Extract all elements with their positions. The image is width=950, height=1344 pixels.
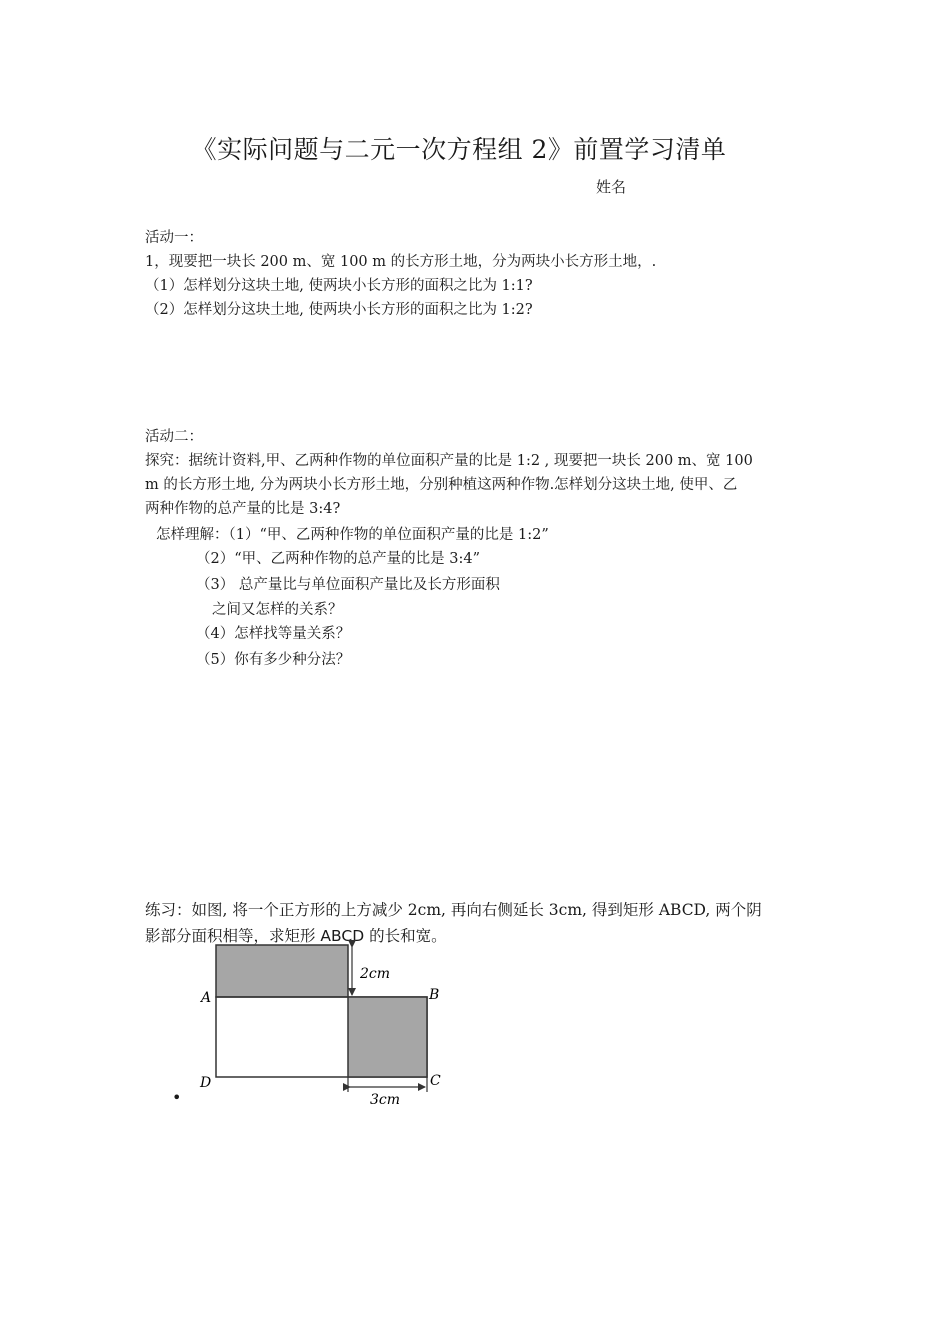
activity1-question-2: （2）怎样划分这块土地, 使两块小长方形的面积之比为 1:2? xyxy=(145,302,533,318)
activity2-heading: 活动二： xyxy=(145,429,203,445)
dim-label-bottom: 3cm xyxy=(370,1092,401,1108)
activity2-point-3b: 之间又怎样的关系？ xyxy=(212,602,343,618)
activity1-problem: 1，现要把一块长 200 m、宽 100 m 的长方形土地，分为两块小长方形土地，. xyxy=(145,254,657,270)
label-b: B xyxy=(429,987,440,1003)
activity1-heading: 活动一： xyxy=(145,230,203,246)
name-label: 姓名 xyxy=(596,178,627,196)
shaded-right-part xyxy=(348,997,427,1077)
activity2-point-2: （2）“甲、乙两种作物的总产量的比是 3:4” xyxy=(196,551,480,567)
activity2-explore-line-1: 探究：据统计资料,甲、乙两种作物的单位面积产量的比是 1:2 , 现要把一块长 200 m、宽 100 xyxy=(145,453,753,469)
page-title: 《实际问题与二元一次方程组 2》前置学习清单 xyxy=(191,135,727,164)
activity1-question-1: （1）怎样划分这块土地, 使两块小长方形的面积之比为 1:1? xyxy=(145,278,533,294)
activity2-point-4: （4）怎样找等量关系？ xyxy=(196,626,351,642)
label-c: C xyxy=(430,1073,441,1089)
activity2-explore-line-3: 两种作物的总产量的比是 3:4? xyxy=(145,501,341,517)
label-d: D xyxy=(200,1075,212,1091)
list-bullet: • xyxy=(172,1088,182,1107)
label-a: A xyxy=(201,990,212,1006)
activity2-explore-line-2: m 的长方形土地, 分为两块小长方形土地，分别种植这两种作物.怎样划分这块土地, 使甲、乙 xyxy=(145,477,738,493)
shaded-top-strip xyxy=(216,945,348,997)
exercise-line-2: 影部分面积相等，求矩形 ABCD 的长和宽。 xyxy=(145,927,447,945)
exercise-line-1: 练习：如图, 将一个正方形的上方减少 2cm, 再向右侧延长 3cm, 得到矩形 ABCD, 两个阴 xyxy=(145,901,762,919)
dim-label-top: 2cm xyxy=(360,966,391,982)
activity2-understand: 怎样理解：（1）“甲、乙两种作物的单位面积产量的比是 1:2” xyxy=(156,527,549,543)
activity2-point-3: （3） 总产量比与单位面积产量比及长方形面积 xyxy=(196,577,500,593)
activity2-point-5: （5）你有多少种分法？ xyxy=(196,652,351,668)
